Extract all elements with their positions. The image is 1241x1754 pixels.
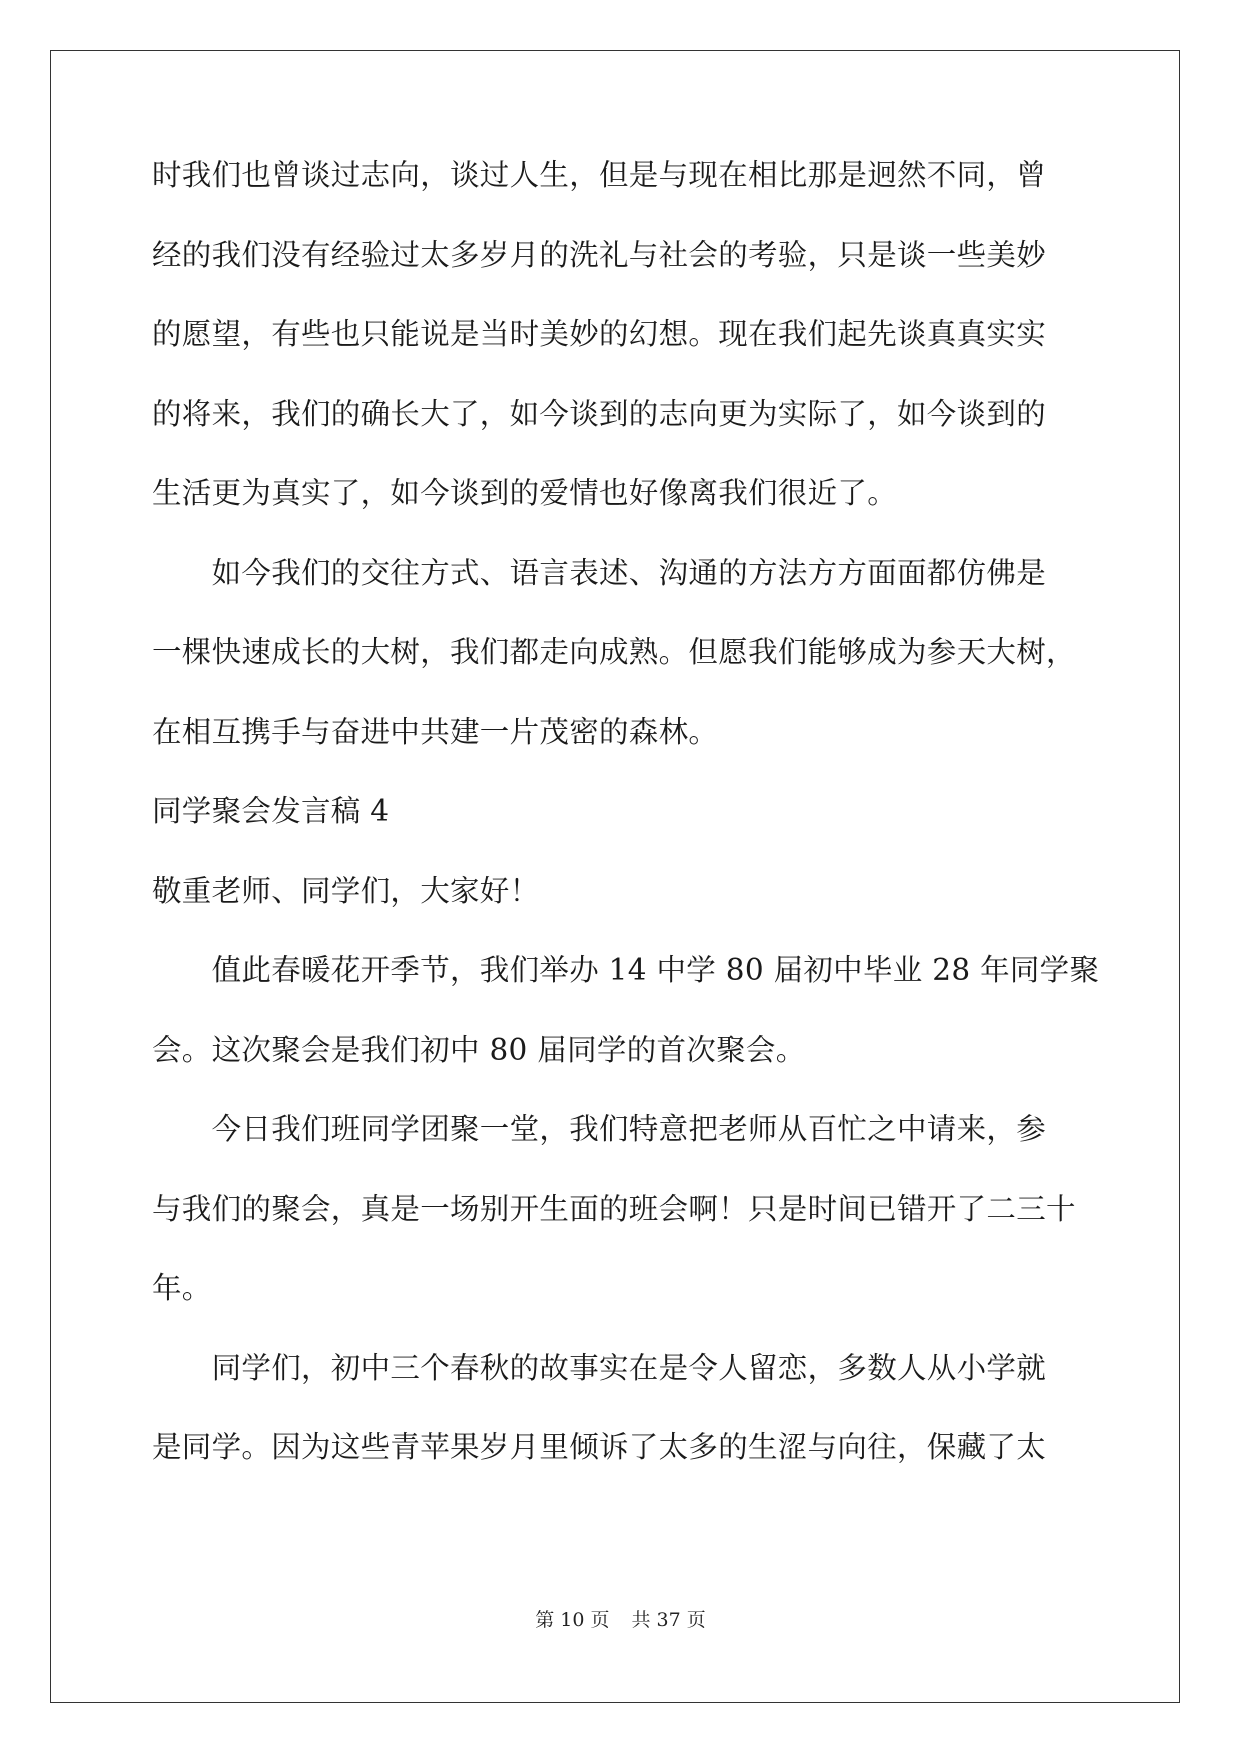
page-number: 第 10 页 xyxy=(535,1609,610,1631)
text-line: 的愿望，有些也只能说是当时美妙的幻想。现在我们起先谈真真实实 xyxy=(152,317,1047,351)
page-total: 共 37 页 xyxy=(631,1609,706,1631)
text-line: 经的我们没有经验过太多岁月的洗礼与社会的考验，只是谈一些美妙 xyxy=(152,237,1047,272)
text-line: 如今我们的交往方式、语言表述、沟通的方法方方面面都仿佛是 xyxy=(152,555,1047,590)
salutation: 敬重老师、同学们，大家好！ xyxy=(152,873,540,908)
page-footer xyxy=(0,1608,1241,1632)
text-line: 同学们，初中三个春秋的故事实在是令人留恋，多数人从小学就 xyxy=(152,1350,1047,1385)
section-heading: 同学聚会发言稿 4 xyxy=(152,794,390,828)
text-line: 年。 xyxy=(152,1271,212,1305)
text-line: 生活更为真实了，如今谈到的爱情也好像离我们很近了。 xyxy=(152,476,898,510)
text-line: 一棵快速成长的大树，我们都走向成熟。但愿我们能够成为参天大树， xyxy=(152,635,1076,669)
text-line: 会。这次聚会是我们初中 80 届同学的首次聚会。 xyxy=(152,1032,806,1067)
document-body xyxy=(152,158,1100,1510)
text-line: 今日我们班同学团聚一堂，我们特意把老师从百忙之中请来，参 xyxy=(152,1112,1047,1146)
text-line: 时我们也曾谈过志向，谈过人生，但是与现在相比那是迥然不同，曾 xyxy=(152,158,1047,192)
text-line: 值此春暖花开季节，我们举办 14 中学 80 届初中毕业 28 年同学聚 xyxy=(152,953,1100,987)
text-line: 与我们的聚会，真是一场别开生面的班会啊！只是时间已错开了二三十 xyxy=(152,1191,1076,1226)
text-line: 的将来，我们的确长大了，如今谈到的志向更为实际了，如今谈到的 xyxy=(152,396,1047,431)
text-line: 在相互携手与奋进中共建一片茂密的森林。 xyxy=(152,714,719,749)
text-line: 是同学。因为这些青苹果岁月里倾诉了太多的生涩与向往，保藏了太 xyxy=(152,1430,1047,1464)
